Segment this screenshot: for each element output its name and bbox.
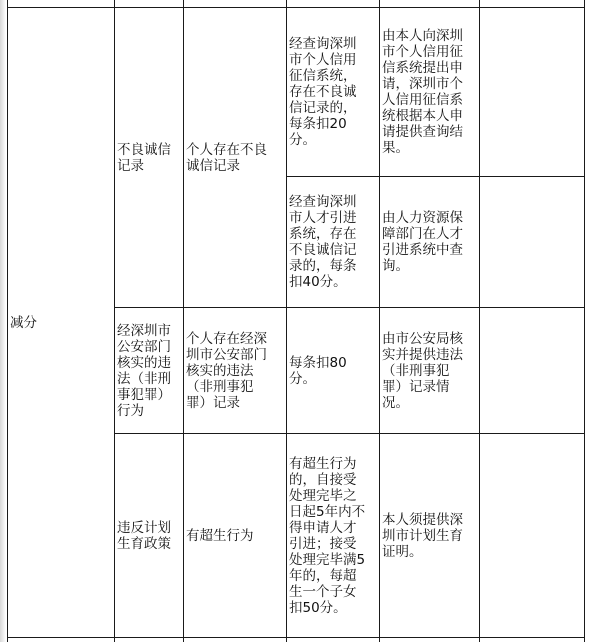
grid-line [7, 0, 8, 642]
standard-cell [289, 308, 377, 433]
basis-cell [382, 8, 478, 176]
standard-cell [289, 434, 377, 637]
basis-cell [382, 308, 478, 433]
case-label: 个人存在不良 诚信记录 [186, 141, 267, 174]
standard-cell [289, 177, 377, 307]
item-cell [117, 434, 182, 637]
basis-cell [382, 434, 478, 637]
item-cell [117, 8, 182, 307]
grid-line [379, 0, 380, 642]
basis-text: 由本人向深圳 市个人信用征 信系统提出申 请，深圳市个 人信用征信系 统根据本人申 请提供查询结 果。 [382, 28, 463, 156]
case-cell [186, 308, 284, 433]
basis-text: 本人须提供深 圳市计划生育 证明。 [382, 511, 463, 560]
standard-cell [289, 8, 377, 176]
grid-line [114, 0, 115, 642]
category-label: 减分 [10, 314, 37, 331]
standard-text: 经查询深圳 市个人信用 征信系统， 存在不良诚 信记录的， 每条扣20 分。 [289, 36, 357, 148]
case-cell [186, 434, 284, 637]
grid-line [183, 0, 184, 642]
case-label: 有超生行为 [186, 527, 254, 544]
item-label: 不良诚信 记录 [117, 141, 171, 174]
standard-text: 经查询深圳 市人才引进 系统，存在 不良诚信记 录的，每条 扣40分。 [289, 194, 357, 290]
standard-text: 每条扣80 分。 [289, 354, 347, 387]
grid-line [286, 0, 287, 642]
item-label: 违反计划 生育政策 [117, 519, 171, 552]
standard-text: 有超生行为 的，自接受 处理完毕之 日起5年内不 得申请人才 引进；接受 处理完毕满5 年的，每超 生一个子女 扣50分。 [289, 455, 366, 616]
category-cell [10, 8, 112, 637]
scan-edge-shadow [0, 0, 6, 642]
case-cell [186, 8, 284, 307]
item-cell [117, 308, 182, 433]
grid-line [584, 0, 585, 642]
basis-text: 由人力资源保 障部门在人才 引进系统中查 询。 [382, 210, 463, 274]
case-label: 个人存在经深 圳市公安部门 核实的违法 （非刑事犯 罪）记录 [186, 330, 267, 411]
item-label: 经深圳市 公安部门 核实的违 法（非刑 事犯罪） 行为 [117, 322, 171, 419]
grid-line [479, 0, 480, 642]
basis-cell [382, 177, 478, 307]
basis-text: 由市公安局核 实并提供违法 （非刑事犯 罪）记录情 况。 [382, 330, 463, 411]
grid-line [7, 637, 585, 638]
